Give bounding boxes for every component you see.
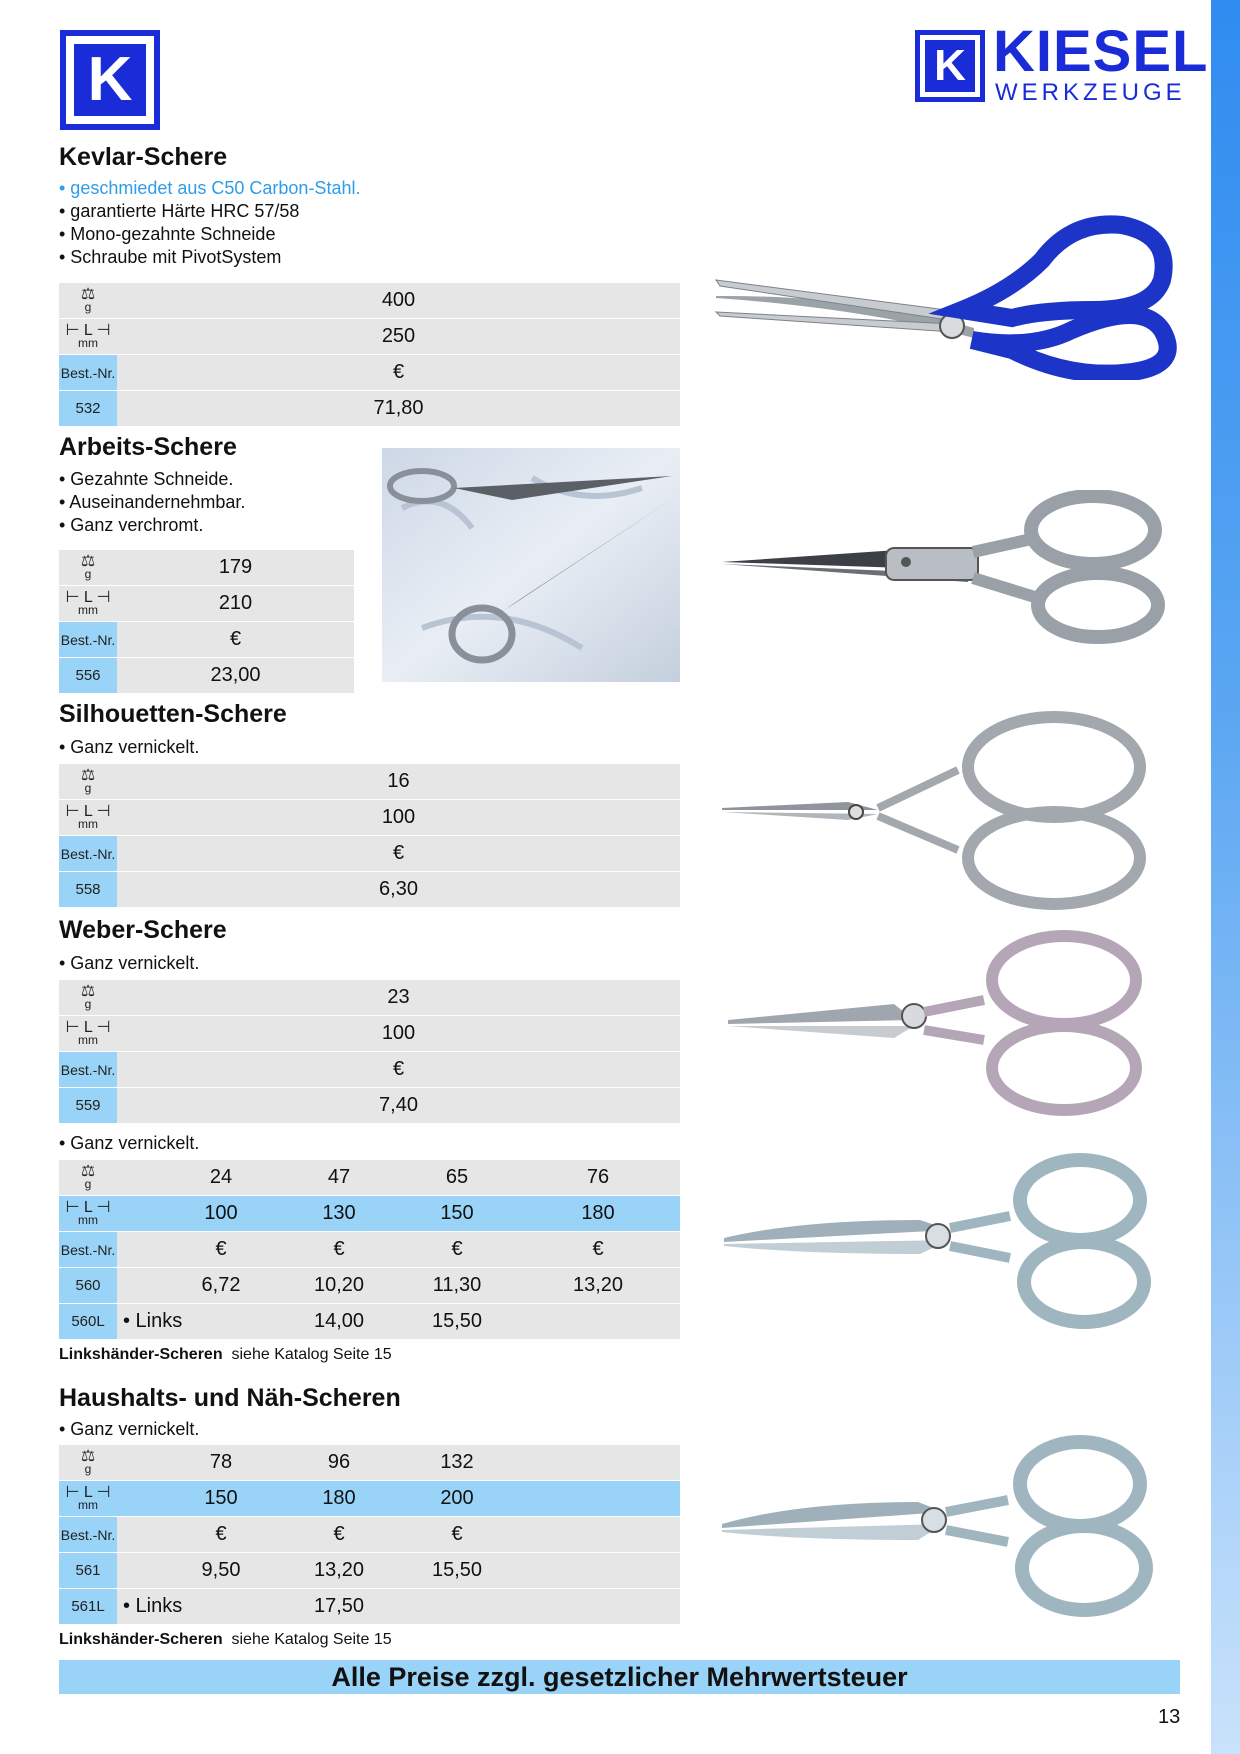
spec-table: ⚖ g 400 ⊢ L ⊣ mm 250 Best.-Nr. € 532 71,80 xyxy=(59,283,680,427)
kevlar-scissors-image xyxy=(712,200,1180,380)
weight-icon: ⚖ g xyxy=(59,283,117,319)
product-title: Kevlar-Schere xyxy=(59,143,228,171)
arbeits-scissors-image xyxy=(718,490,1168,650)
length-icon: ⊢ L ⊣ mm xyxy=(59,1481,117,1517)
length-icon: ⊢ L ⊣ mm xyxy=(59,1016,117,1052)
spec-table-561: ⚖ g 78 96 132 ⊢ L ⊣ mm 150 180 200 Best.-Nr. € € € 561 9,50 13,20 15,50 561L • Links 17,50 xyxy=(59,1445,680,1625)
kiesel-brand-logo: K KIESEL WERKZEUGE xyxy=(915,28,1185,106)
bullet-list: • geschmiedet aus C50 Carbon-Stahl. • garantierte Härte HRC 57/58 • Mono-gezahnte Schneide • Schraube mit PivotSystem xyxy=(59,178,361,267)
weight-icon: ⚖ g xyxy=(59,764,117,800)
spec-table: ⚖ g 179 ⊢ L ⊣ mm 210 Best.-Nr. € 556 23,00 xyxy=(59,550,354,694)
silhouetten-scissors-image xyxy=(718,710,1178,910)
vat-banner: Alle Preise zzgl. gesetzlicher Mehrwertsteuer xyxy=(59,1660,1180,1694)
brand-name: KIESEL xyxy=(993,19,1209,84)
product-title: Arbeits-Schere xyxy=(59,433,237,461)
bullet-list: • Ganz vernickelt. xyxy=(59,1419,200,1439)
weight-icon: ⚖ g xyxy=(59,1445,117,1481)
k-logo: K xyxy=(60,30,160,130)
length-icon: ⊢ L ⊣ mm xyxy=(59,1196,117,1232)
weight-icon: ⚖ g xyxy=(59,550,117,586)
page-number: 13 xyxy=(1158,1706,1181,1728)
left-hand-note: Linkshänder-Scheren siehe Katalog Seite 15 xyxy=(59,1346,392,1363)
side-color-bar xyxy=(1211,0,1240,1754)
product-title: Haushalts- und Näh-Scheren xyxy=(59,1384,401,1412)
bullet-list: • Ganz vernickelt. xyxy=(59,1133,200,1153)
spec-table: ⚖ g 23 ⊢ L ⊣ mm 100 Best.-Nr. € 559 7,40 xyxy=(59,980,680,1124)
length-icon: ⊢ L ⊣ mm xyxy=(59,800,117,836)
length-icon: ⊢ L ⊣ mm xyxy=(59,319,117,355)
weight-icon: ⚖ g xyxy=(59,1160,117,1196)
bullet-list: • Ganz vernickelt. xyxy=(59,737,200,757)
product-title: Silhouetten-Schere xyxy=(59,700,287,728)
560-scissors-image xyxy=(720,1150,1172,1330)
product-photo xyxy=(382,448,680,682)
bullet-list: • Gezahnte Schneide. • Auseinandernehmbar. • Ganz verchromt. xyxy=(59,469,246,535)
left-hand-note: Linkshänder-Scheren siehe Katalog Seite 15 xyxy=(59,1631,392,1648)
spec-table: ⚖ g 16 ⊢ L ⊣ mm 100 Best.-Nr. € 558 6,30 xyxy=(59,764,680,908)
length-icon: ⊢ L ⊣ mm xyxy=(59,586,117,622)
brand-sub: WERKZEUGE xyxy=(995,79,1186,106)
561-scissors-image xyxy=(718,1432,1170,1622)
bullet-list: • Ganz vernickelt. xyxy=(59,953,200,973)
spec-table-560: ⚖ g 24 47 65 76 ⊢ L ⊣ mm 100 130 150 180 Best.-Nr. € € € € 560 6,72 10,20 11,30 13,20 560L • Links 14,00 15,50 xyxy=(59,1160,680,1340)
weber-scissors-image xyxy=(724,930,1168,1120)
product-title: Weber-Schere xyxy=(59,916,227,944)
weight-icon: ⚖ g xyxy=(59,980,117,1016)
